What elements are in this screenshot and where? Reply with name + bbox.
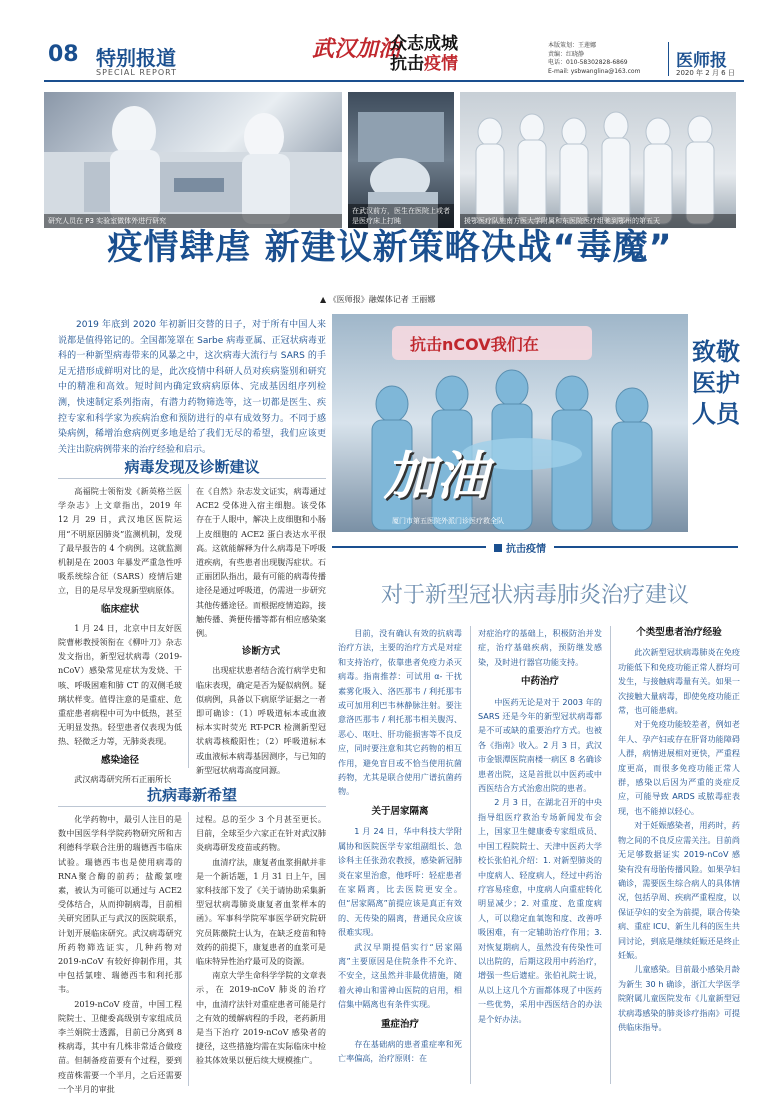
- paragraph: 出现症状患者结合流行病学史和临床表现，确定是否为疑似病例。疑似病例，具备以下病原学证据之一者即可确诊：（1）呼吸道标本或血液标本实时荧光 RT-PCR 检测新型冠状病毒核酸阳性；（2）呼吸道标本或血液标本病毒基因测序，与已知的新型冠状病毒高度同源。: [196, 665, 326, 775]
- left-column-2: [196, 484, 326, 775]
- divider: [58, 478, 326, 479]
- slogan-b: 疫情: [424, 54, 458, 74]
- byline-text: 《医师报》融媒体记者 王丽娜: [328, 295, 436, 304]
- right-column-1: [338, 626, 462, 1086]
- column-divider: [188, 812, 189, 1086]
- info-line: 电话：010-58302828-6869: [548, 59, 628, 66]
- subheading: 重症治疗: [380, 1018, 419, 1030]
- paragraph: 此次新型冠状病毒肺炎在免疫功能低下和免疫功能正常人群均可发生，与接触病毒量有关。如果一次接触大量病毒，即使免疫功能正常，也可能患病。: [618, 647, 740, 716]
- paragraph: 化学药物中，最引人注目的是数中国医学科学院药物研究所和吉利德科学联合注册的瑞德西韦临床试验。瑞德西韦也是使用病毒的RNA聚合酶的前药；盐酸氯喹素，被认为可能可以通过与 ACE2 受体结合，从而抑制病毒，目前相关研究团队正与武汉的医院联系，计划开展临床研究。武汉病毒研究所药物筛选证实，几种药物对 2019-nCoV 有较好抑制作用，其中包括氯喹、瑞德西韦和利托那韦。: [58, 814, 182, 995]
- left-column-4: [196, 812, 326, 1088]
- subheading: 临床症状: [100, 603, 139, 615]
- photo-caption: 厦门市第五医院外派门诊医疗救全队: [392, 517, 504, 525]
- photo-caption: 研究人员在 P3 实验室做体外进行研究: [44, 214, 342, 228]
- issue-date: 2020 年 2 月 6 日: [676, 69, 735, 77]
- lead-paragraph: 2019 年底到 2020 年初新旧交替的日子，对于所有中国人来说都是值得铭记的。全国都笼罩在 Sarbe 病毒亚属、正冠状病毒亚科的一种新型病毒带来的风暴之中，这次病毒大流行与 SARS 的手足无措形成鲜明对比的是，此次疫情中科研人员对疾病鉴别和研究中的精准和高效。短时间内确定致病病原体、完成基因组序列检测，快速制定系列指南，有潜力药物筛选等，这一切都是医生、疾控专家和科学家为疾病治愈和预防进行的卓有成效努力。不同于感染病例，稀增治愈病例更多地是给了我们无尽的希望，我们应该更关注出院病例带来的治疗经验和启示。: [58, 320, 326, 455]
- header-slogan: [390, 34, 458, 74]
- paragraph: 对于妊娠感染者，用药时，药物之间的不良反应需关注。目前尚无足够数据证实 2019-nCoV 感染有没有母胎传播风险。如果孕妇确诊，需要医生综合病人的具体情况，包括孕周、疾病严重程度，以保证孕妇的安全为前提，联合传染病、重症 ICU、新生儿科的医生共同讨论，到底是继续妊娠还是终止妊娠。: [618, 820, 740, 960]
- info-line: 本版策划：王莲娜: [548, 42, 597, 49]
- slogan-line-1: 众志成城: [390, 34, 458, 54]
- photo-caption: 在武汉前方，医生在医院上或者是医疗床上打盹: [348, 204, 454, 228]
- right-column-2: [478, 626, 602, 1086]
- paragraph: 1 月 24 日，华中科技大学附属协和医院医学专家组副组长、急诊科主任张劲农教授，感染新冠肺炎在家里治愈，他呼吁：轻症患者在家隔离，比去医院更安全。但“居家隔离”前提应该是真正有效的、无传染的隔离，普通民众应该很难实现。: [338, 826, 462, 938]
- photo-doctor-resting: [348, 92, 454, 228]
- info-line: 责编：红晓静: [548, 50, 585, 58]
- left-column-1: [58, 484, 182, 784]
- paragraph: 1 月 24 日，北京中日友好医院曹彬教授领衔在《柳叶刀》杂志发文指出，新型冠状病毒（2019-nCoV）感染常见症状为发烧、干咳、呼吸困难和肺 CT 的双侧毛玻璃状样变。值得注意的是重症、危重症患者病程中可为中低热，甚至无明显发热。轻型患者仅表现为低热、轻微乏力等，无肺炎表现。: [58, 622, 182, 747]
- section-subtitle: SPECIAL REPORT: [96, 68, 177, 77]
- byline-marker: ▲: [320, 295, 327, 304]
- tag-square-icon: [494, 544, 502, 552]
- jiayou-overlay: 加油: [384, 446, 489, 507]
- paragraph: 中医药无论是对于 2003 年的 SARS 还是今年的新型冠状病毒都是不可或缺的重要治疗方式。也被各《指南》收入。2 月 3 日，武汉市金银潭医院南楼一病区 8 名确诊患者出院，这是首批以中医药或中西医结合方式治愈出院的患者。: [478, 696, 602, 794]
- calligraphy-logo: 武汉加油: [312, 36, 401, 62]
- section-title: 特别报道: [96, 46, 176, 70]
- lab-scene-graphic: [44, 92, 342, 228]
- photo-lab-research: [44, 92, 342, 228]
- paragraph: 存在基础病的患者重症率和死亡率偏高，治疗原则：在: [338, 1038, 462, 1064]
- subheading: 个类型患者治疗经验: [636, 627, 722, 638]
- left-column-3: [58, 812, 182, 1094]
- paragraph: 血清疗法，康复者血浆捐献并非是一个新话题，1 月 31 日上午，国家科技部下发了《关于请协助采集新型冠状病毒肺炎康复者血浆样本的函》。军事科学院军事医学研究院研究员陈薇院士认为，在缺乏疫苗和特效药的前提下，康复患者的血浆可是临床特异性治疗最可及的资源。: [196, 856, 326, 967]
- paragraph: 在《自然》杂志发文证实，病毒通过 ACE2 受体进入宿主细胞。该受体存在于人眼中，解决上皮细胞和小肠上皮细胞的 ACE2 蛋白表达水平很高。这就能解释为什么病毒是下呼吸道疾病，有些患者出现腹泻症状。石正丽团队指出，最有可能的病毒传播途径是通过呼吸道，仍需进一步研究其他传播途径。而根据疫情追踪，接触传播、粪便传播等都有相应感染案例。: [196, 486, 326, 639]
- byline: [320, 294, 435, 305]
- section-heading: 抗病毒新希望: [146, 786, 237, 804]
- paragraph: 武汉早期提倡实行“居家隔离”主要原因是住院条件不允许、不安全，这虽然并非最优措施，随着火神山和雷神山医院的启用，相信集中隔离也有条件实现。: [338, 941, 462, 1010]
- tag-label: 抗击疫情: [506, 544, 546, 555]
- divider: [58, 806, 326, 807]
- editor-info: [548, 42, 676, 76]
- section-heading: 病毒发现及诊断建议: [124, 458, 260, 476]
- vertical-slogan: 致敬医护人员: [692, 337, 740, 428]
- main-headline: 疫情肆虐 新建议新策略决战“毒魔”: [107, 228, 673, 268]
- topic-tag: [486, 540, 554, 555]
- page-number: 08: [48, 42, 79, 67]
- slogan-a: 抗击: [390, 54, 424, 74]
- slogan-line-2: [390, 54, 458, 74]
- paragraph: 儿童感染。目前最小感染月龄为新生 30 h 确诊，浙江大学医学院附属儿童医院发布《儿童新型冠状病毒感染的肺炎诊疗指南》可提供临床指导。: [618, 964, 740, 1032]
- paragraph: 目前，没有确认有效的抗病毒治疗方法，主要的治疗方式是对症和支持治疗，依靠患者免疫力杀灭病毒。指南推荐：可试用 α- 干扰素雾化吸入、洛匹那韦 / 利托那韦或可加用利巴韦林静脉注射。要注意洛匹那韦 / 利托那韦相关腹泻、恶心、呕吐、肝功能损害等不良反应，同时要注意和其它药物的相互作用，避免盲目或不恰当使用抗菌药物，尤其是联合使用广谱抗菌药物。: [338, 628, 462, 797]
- paragraph: 对于免疫功能较差者，例如老年人、孕产妇或存在肝肾功能障碍人群，病情进展相对更快，严重程度更高，而很多免疫功能正常人群，感染以后因为严重的炎症反应，可能导致 ARDS 或脓毒症表现，也不能掉以轻心。: [618, 719, 740, 816]
- banner-text: 抗击nCOV我们在: [410, 335, 539, 354]
- subheading: 诊断方式: [241, 646, 280, 658]
- paragraph: 2019-nCoV 疫苗，中国工程院院士、卫健委高级别专家组成员李兰娟院士透露，目前已分离到 8 株病毒，其中有几株非常适合做疫苗。但制备疫苗要有个过程，要到疫苗株需要一个半月，之后还需要一个半月的审批: [58, 998, 182, 1094]
- subheading: 关于居家隔离: [371, 805, 429, 817]
- photo-medical-team: [460, 92, 736, 228]
- paragraph: 武汉病毒研究所石正丽所长: [74, 773, 172, 784]
- subheading: 感染途径: [100, 754, 139, 766]
- photo-caption: 援鄂医疗队施南方医大学附属和东医院医疗组驰到鄂州的第五天: [460, 214, 736, 228]
- column-divider: [188, 484, 189, 768]
- column-divider: [610, 626, 611, 1084]
- right-column-3: [618, 626, 740, 1086]
- paper-logo: 医师报: [676, 51, 727, 71]
- info-line: E-mail: ysbwanglina@163.com: [548, 67, 641, 75]
- paragraph: 2 月 3 日，在湖北召开的中央指导组医疗救治专场新闻发布会上，国家卫生健康委专家组成员、中国工程院院士、天津中医药大学校长张伯礼介绍：1. 对新型肺炎的中度病人、轻度病人，经过中药治疗容易痊愈，中度病人向重症转化明显减少；2. 对重度、危重度病人，可以稳定血氧饱和度、改善呼吸困难，有一定辅助治疗作用；3. 对恢复期病人，虽然没有传染性可以出院的，后期这段用中药治疗，增强一些后遗症。张伯礼院士说，从以上这几个方面都体现了中医药一些优势，采用中西医结合的办法是个好办法。: [478, 797, 602, 1024]
- article-title: 对于新型冠状病毒肺炎治疗建议: [380, 583, 689, 608]
- paragraph: 过程。总的至少 3 个月甚至更长。目前，全球至少六家正在针对武汉肺炎病毒研发疫苗或药物。: [196, 814, 326, 853]
- paragraph: 高福院士领衔发《新英格兰医学杂志》上文章指出，2019 年 12 月 29 日，武汉地区医院运用“不明原因肺炎”监测机制，发现了最早报告的 4 个病例。这就监测机制是在 2003 年暴发严重急性呼吸系统综合征（SARS）疫情后建立，目的是尽早发现新型病原体。: [58, 486, 182, 596]
- photo-medical-team-cheer: [332, 314, 688, 532]
- paragraph: 南京大学生命科学学院的文章表示，在 2019-nCoV 肺炎的治疗中，血清疗法针对重症患者可能是行之有效的缓解病程的手段，老药新用是当下治疗 2019-nCoV 感染者的捷径，这些措施均需在实际临床中检验其体效果以便后续大规模推广。: [196, 970, 326, 1066]
- team-scene-graphic: [460, 92, 736, 228]
- header-rule: [44, 80, 744, 82]
- subheading: 中药治疗: [520, 676, 559, 688]
- paragraph: 对症治疗的基础上，积极防治并发症，治疗基础疾病，预防继发感染，及时进行器官功能支持。: [478, 628, 602, 667]
- header-divider: [668, 42, 669, 76]
- column-divider: [470, 626, 471, 1084]
